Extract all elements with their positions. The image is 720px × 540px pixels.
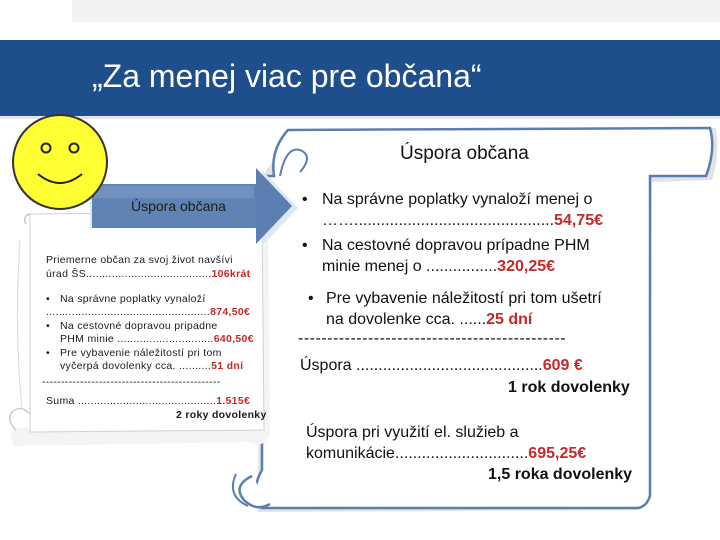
- left-intro-value: 106krát: [211, 268, 251, 280]
- bullet3-line1: Pre vybavenie náležitostí pri tom ušetrí: [326, 290, 602, 307]
- left-b3-value: 51 dní: [211, 360, 244, 372]
- left-sum-value: 1.515€: [216, 395, 251, 407]
- right-sum-text: Úspora ..........................................: [300, 357, 543, 374]
- right-sum-line: [300, 357, 583, 375]
- bullet-icon: •: [46, 293, 50, 305]
- left-b2-line2: [60, 333, 254, 345]
- right-sum-value: 609 €: [542, 357, 583, 374]
- bullet-icon: •: [302, 191, 308, 208]
- left-sum-note: 2 roky dovolenky: [176, 409, 267, 421]
- right-separator: ----------------------------------------------: [298, 330, 567, 347]
- bullet-icon: •: [46, 347, 50, 359]
- bullet3-value: 25 dní: [486, 311, 533, 328]
- left-intro-text: úrad ŠS.......................................: [46, 268, 212, 280]
- slide-title: „Za menej viac pre občana“: [92, 58, 482, 94]
- bullet1-line2: [322, 212, 603, 230]
- bullet2-text: minie menej o ................: [322, 258, 498, 275]
- bullet2-line1: Na cestovné dopravou prípadne PHM: [322, 237, 590, 254]
- bullet1-line1: Na správne poplatky vynaloží menej o: [322, 191, 593, 208]
- el-value: 695,25€: [528, 445, 587, 462]
- el-text: komunikácie..............................: [306, 445, 529, 462]
- left-b3-line1: Pre vybavenie náležitostí pri tom: [60, 347, 222, 359]
- left-sum-text: Suma ...........................................: [46, 395, 217, 407]
- left-b1-value: 874,50€: [210, 306, 251, 318]
- bullet1-value: 54,75€: [554, 212, 603, 229]
- left-intro-line2: [46, 268, 250, 280]
- bullet2-line2: [322, 258, 555, 276]
- bullet-icon: •: [308, 290, 314, 307]
- bullet3-line2: [326, 311, 532, 329]
- left-b2-value: 640,50€: [213, 333, 254, 345]
- left-b2-line1: Na cestovné dopravou pripadne: [60, 320, 218, 332]
- el-line2: [306, 445, 586, 463]
- left-sum-line: [46, 395, 250, 407]
- left-b1-text: ...................................................: [46, 306, 211, 318]
- bullet2-value: 320,25€: [497, 258, 556, 275]
- bullet-icon: •: [302, 237, 308, 254]
- badge-label: Úspora občana: [131, 198, 226, 214]
- left-b3-text: vyčerpá dovolenky cca. ..........: [60, 360, 212, 372]
- left-intro-line1: Priemerne občan za svoj život navšívi: [46, 254, 233, 266]
- left-separator: -----------------------------------------------: [42, 376, 221, 388]
- right-scroll-heading: Úspora občana: [400, 143, 529, 164]
- el-line1: Úspora pri využití el. služieb a: [306, 424, 519, 441]
- bullet-icon: •: [46, 320, 50, 332]
- left-b2-text: PHM minie ..............................: [60, 333, 214, 345]
- right-sum-note: 1 rok dovolenky: [508, 379, 630, 396]
- el-note: 1,5 roka dovolenky: [488, 466, 633, 483]
- smiley-icon: [13, 115, 107, 209]
- left-b3-line2: [60, 360, 243, 372]
- bullet1-dots: …….............................................: [322, 212, 555, 229]
- left-b1-line2: [46, 306, 250, 318]
- bullet3-text: na dovolenke cca. ......: [326, 311, 487, 328]
- left-b1-line1: Na správne poplatky vynaloží: [60, 293, 206, 305]
